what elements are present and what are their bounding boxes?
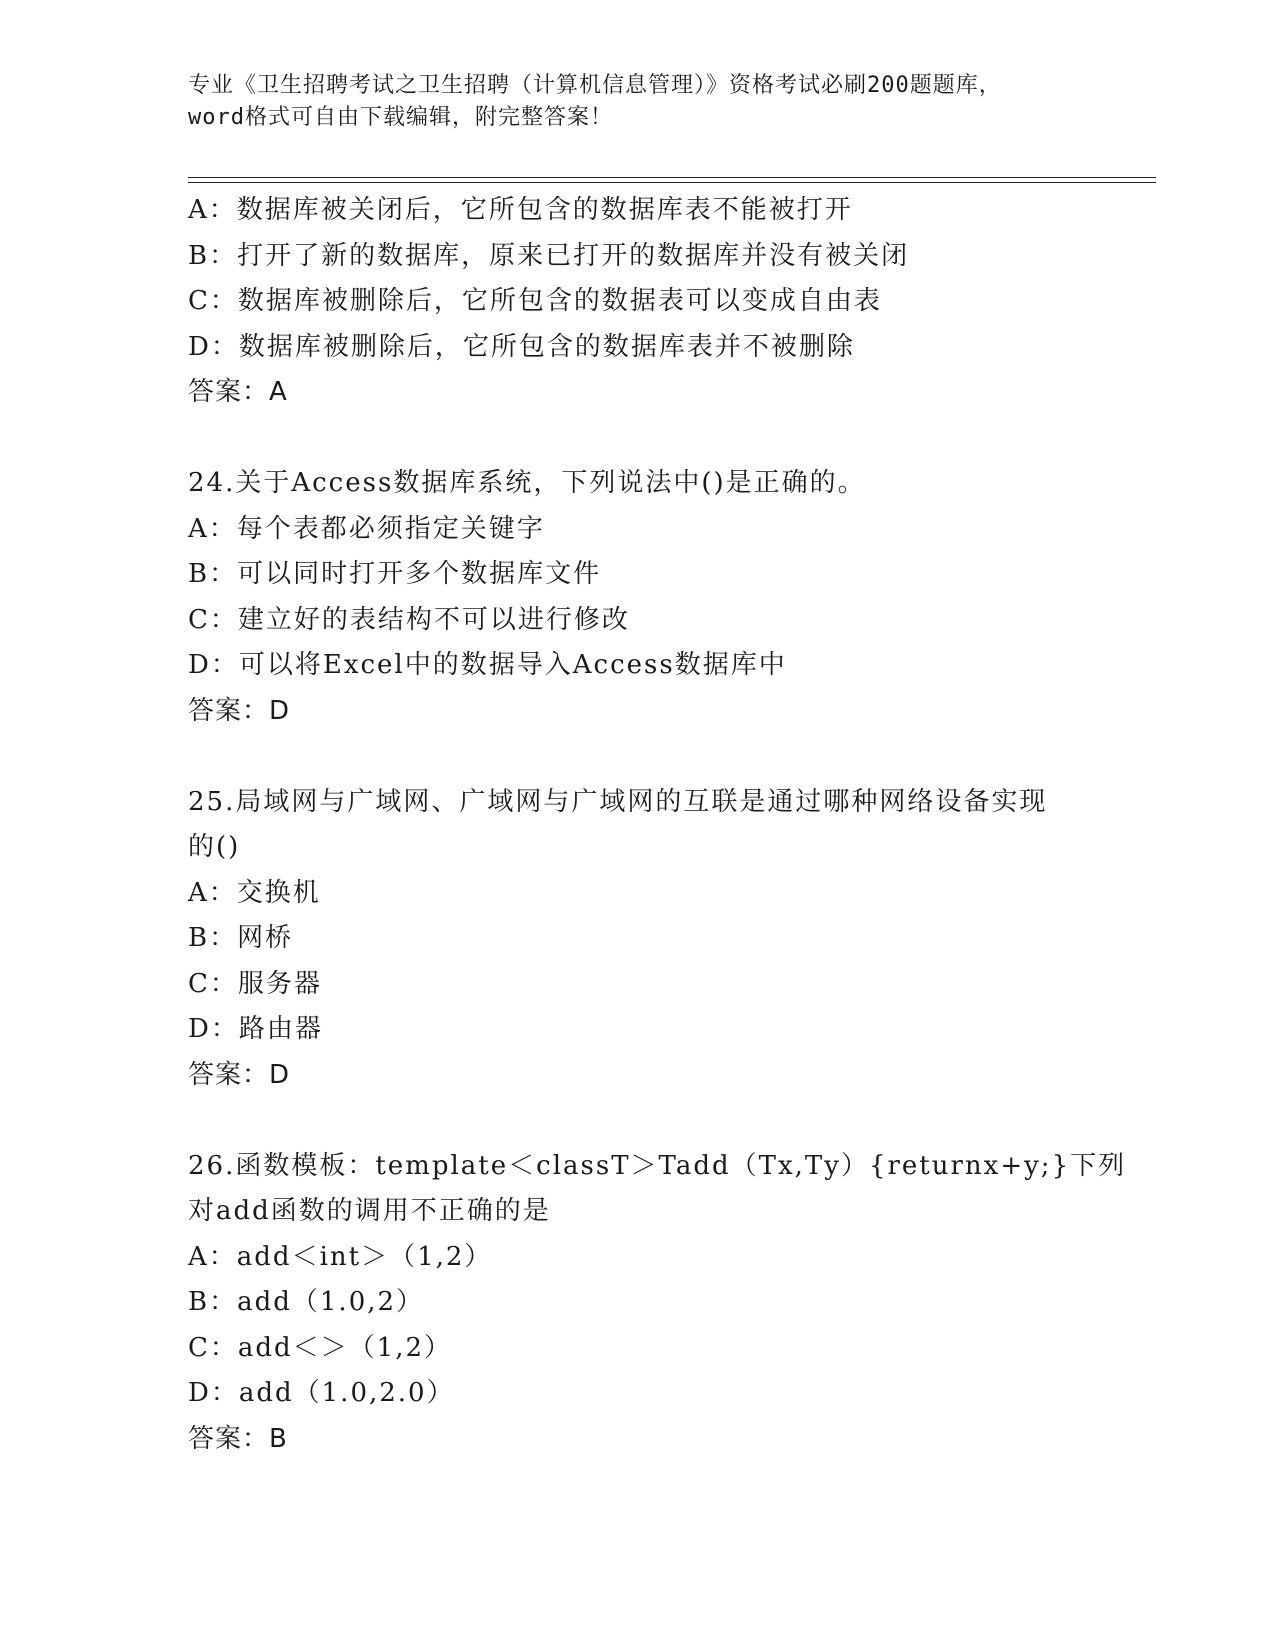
header-divider-bottom: [188, 182, 1156, 183]
option-a: A：add＜int＞（1,2）: [188, 1241, 493, 1272]
question-list: [188, 188, 1148, 1462]
option-c: C：服务器: [188, 968, 322, 999]
option-d: D：路由器: [188, 1014, 323, 1044]
header-line-2: word格式可自由下载编辑，附完整答案！: [188, 105, 613, 130]
question-stem-continued: 对add函数的调用不正确的是: [188, 1196, 551, 1226]
question-25: [188, 780, 1148, 1099]
spacer: [188, 416, 1148, 462]
option-a: A：数据库被关闭后，它所包含的数据库表不能被打开: [188, 195, 853, 225]
option-b: B：打开了新的数据库，原来已打开的数据库并没有被关闭: [188, 240, 910, 271]
answer-line: 答案：D: [188, 1059, 291, 1090]
option-d: D：可以将Excel中的数据导入Access数据库中: [188, 650, 787, 680]
answer-line: 答案：D: [188, 695, 291, 726]
spacer: [188, 1098, 1148, 1144]
option-b: B：网桥: [188, 923, 294, 953]
answer-line: 答案：A: [188, 377, 288, 407]
option-a: A：交换机: [188, 877, 321, 908]
question-stem: 25.局域网与广域网、广域网与广域网的互联是通过哪种网络设备实现: [188, 786, 1048, 817]
question-stem: 24.关于Access数据库系统，下列说法中()是正确的。: [188, 468, 866, 498]
question-24: [188, 461, 1148, 734]
question-23-continuation: [188, 188, 1148, 416]
question-stem: 26.函数模板：template＜classT＞Tadd（Tx,Ty）{returnx+y;}下列: [188, 1150, 1127, 1181]
question-26: [188, 1144, 1148, 1463]
option-c: C：建立好的表结构不可以进行修改: [188, 604, 630, 635]
option-d: D：add（1.0,2.0）: [188, 1378, 455, 1408]
document-header: [188, 70, 1088, 134]
option-b: B：可以同时打开多个数据库文件: [188, 559, 602, 589]
header-line-1: 专业《卫生招聘考试之卫生招聘（计算机信息管理）》资格考试必刷200题题库，: [188, 73, 1002, 98]
answer-line: 答案：B: [188, 1423, 288, 1454]
spacer: [188, 734, 1148, 780]
option-c: C：数据库被删除后，它所包含的数据表可以变成自由表: [188, 286, 882, 316]
option-c: C：add＜＞（1,2）: [188, 1332, 453, 1363]
question-stem-continued: 的(): [188, 832, 241, 862]
option-a: A：每个表都必须指定关键字: [188, 513, 545, 544]
option-b: B：add（1.0,2）: [188, 1287, 425, 1317]
option-d: D：数据库被删除后，它所包含的数据库表并不被删除: [188, 331, 855, 362]
header-divider-top: [188, 177, 1156, 178]
